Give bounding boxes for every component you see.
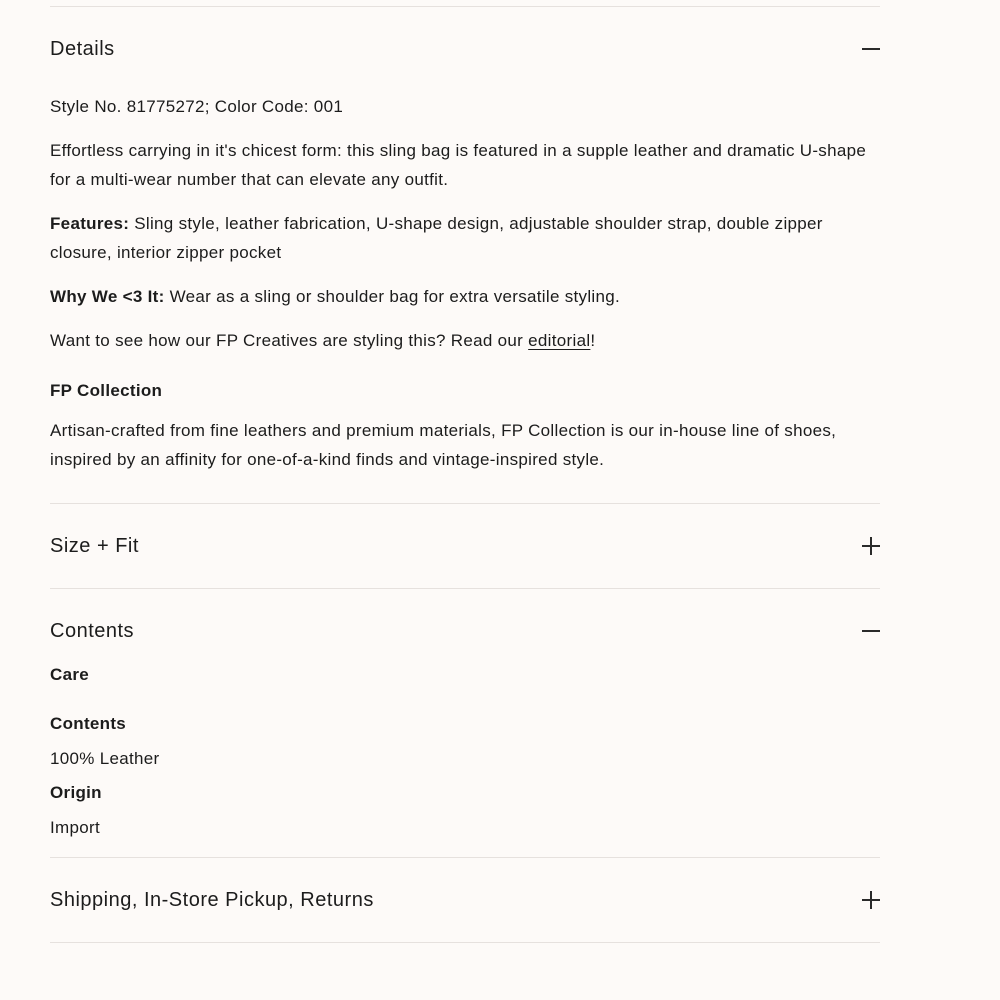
origin-heading: Origin <box>50 783 102 802</box>
minus-icon[interactable] <box>862 40 880 58</box>
why-paragraph <box>50 282 880 311</box>
why-label: Why We <3 It: <box>50 287 165 306</box>
creatives-suffix: ! <box>590 331 596 350</box>
plus-icon[interactable] <box>862 891 880 909</box>
origin-value: Import <box>50 818 100 837</box>
details-accordion-header[interactable] <box>50 7 880 91</box>
size-fit-title: Size + Fit <box>50 534 139 557</box>
contents-title: Contents <box>50 619 135 642</box>
creatives-paragraph <box>50 326 880 355</box>
care-heading: Care <box>50 665 90 684</box>
features-paragraph <box>50 209 880 267</box>
contents-panel <box>50 665 880 842</box>
divider <box>50 942 880 943</box>
contents-heading: Contents <box>50 714 127 733</box>
shipping-accordion-header[interactable] <box>50 858 880 942</box>
style-number: Style No. 81775272; Color Code: 001 <box>50 97 344 116</box>
features-label: Features: <box>50 214 130 233</box>
why-text: Wear as a sling or shoulder bag for extra versatile styling. <box>164 287 621 306</box>
details-panel <box>50 92 880 474</box>
contents-value: 100% Leather <box>50 749 160 768</box>
fp-collection-text: Artisan-crafted from fine leathers and premium materials, FP Collection is our in-house line of shoes, inspired by an affinity for one-of-a-kind finds and vintage-inspired style. <box>50 421 837 469</box>
creatives-prefix: Want to see how our FP Creatives are styling this? Read our <box>50 331 529 350</box>
shipping-title: Shipping, In-Store Pickup, Returns <box>50 888 374 911</box>
editorial-link[interactable]: editorial <box>528 331 591 350</box>
plus-icon[interactable] <box>862 537 880 555</box>
product-description: Effortless carrying in it's chicest form: this sling bag is featured in a supple leather and dramatic U-shape for a multi-wear number that can elevate any outfit. <box>50 141 867 189</box>
size-fit-accordion-header[interactable] <box>50 504 880 588</box>
minus-icon[interactable] <box>862 622 880 640</box>
features-text: Sling style, leather fabrication, U-shape design, adjustable shoulder strap, double zipper closure, interior zipper pocket <box>50 214 823 262</box>
details-title: Details <box>50 37 115 60</box>
product-accordion <box>50 6 880 943</box>
fp-collection-heading: FP Collection <box>50 381 163 400</box>
contents-accordion-header[interactable] <box>50 589 880 673</box>
